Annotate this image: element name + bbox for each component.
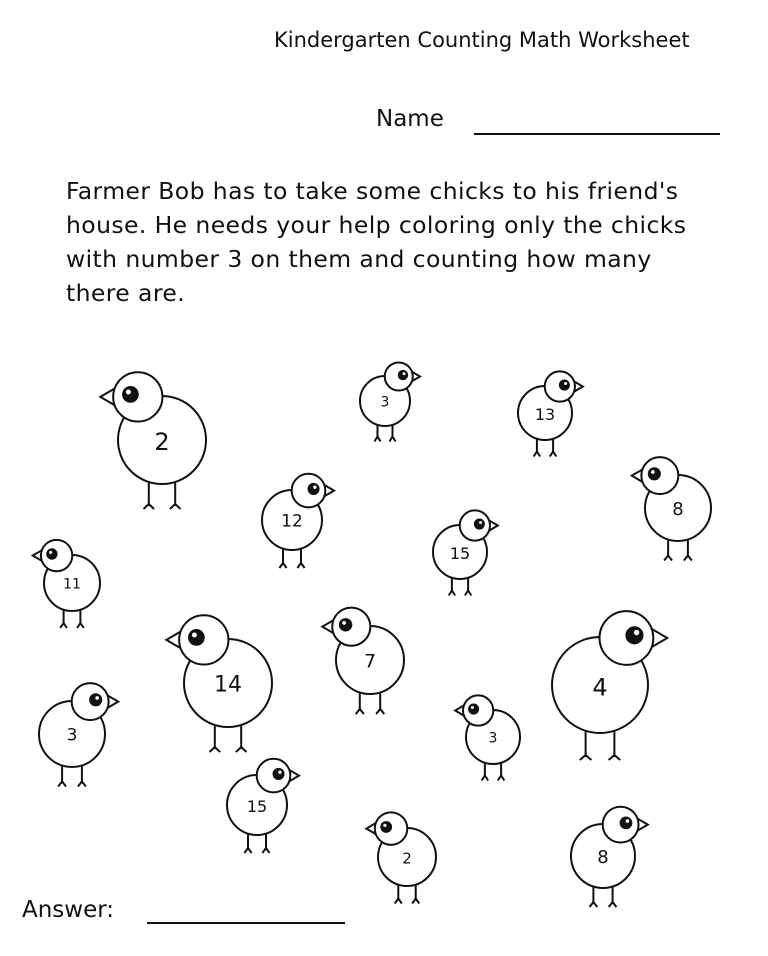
foot [482,776,488,781]
foot [580,755,592,760]
foot [262,848,269,853]
chick-number: 14 [214,672,242,698]
foot [449,591,455,596]
chick[interactable] [262,474,334,568]
chick-number: 11 [63,576,81,593]
eye-highlight [651,470,655,474]
chick-number: 7 [363,650,377,673]
foot [390,437,396,442]
eye-highlight [278,771,281,774]
foot [498,776,504,781]
chick[interactable] [455,695,520,780]
foot [60,623,67,628]
eye-highlight [634,630,639,635]
chick[interactable] [322,608,404,714]
foot [58,782,66,787]
eye-icon [621,817,632,828]
foot [412,899,419,904]
eye-icon [340,619,351,630]
chick[interactable] [518,371,583,456]
eye-icon [381,822,391,832]
foot [77,623,84,628]
chick[interactable] [360,363,420,442]
chick-number: 3 [66,725,78,746]
eye-icon [626,627,642,643]
foot [375,437,381,442]
chick[interactable] [552,611,667,760]
chick[interactable] [571,807,648,907]
eye-icon [469,704,478,713]
eye-icon [309,484,319,494]
chick-number: 8 [672,499,684,521]
eye-icon [560,380,569,389]
eye-highlight [313,486,316,489]
foot [609,902,617,907]
eye-icon [189,630,204,645]
eye-icon [47,549,56,558]
eye-highlight [479,521,482,524]
foot [395,899,402,904]
chick-number: 2 [402,849,412,868]
foot [465,591,471,596]
chick-number: 15 [246,797,268,816]
eye-icon [475,519,484,528]
eye-highlight [403,372,406,375]
chick[interactable] [433,510,498,595]
chick[interactable] [39,683,118,786]
eye-highlight [626,819,630,823]
foot [244,848,251,853]
chick-number: 2 [154,428,170,457]
chick[interactable] [366,812,436,903]
foot [664,556,672,561]
chick[interactable] [166,615,272,752]
chick-number: 3 [488,730,498,747]
answer-field[interactable] [147,922,345,924]
chick-number: 4 [592,673,608,702]
worksheet-title: Kindergarten Counting Math Worksheet [274,28,690,52]
foot [534,452,540,457]
name-label: Name [376,106,444,132]
chick-number: 13 [534,404,556,424]
foot [590,902,598,907]
foot [356,709,364,714]
chick-number: 12 [281,511,303,532]
chick[interactable] [227,759,299,853]
foot [376,709,384,714]
instructions-text: Farmer Bob has to take some chicks to his friend's house. He needs your help coloring only the chicks with number 3 on them and counting how many there are. [66,177,687,307]
answer-label: Answer: [22,897,115,923]
eye-icon [399,371,407,379]
eye-highlight [383,824,386,827]
foot [279,563,286,568]
foot [170,504,181,509]
foot [78,782,86,787]
eye-highlight [342,621,346,625]
chick-number: 3 [380,394,390,411]
eye-icon [649,468,660,479]
eye-icon [90,694,101,705]
eye-highlight [471,706,474,709]
foot [144,504,155,509]
eye-icon [123,387,138,402]
eye-icon [274,769,284,779]
chick[interactable] [33,540,100,628]
chick-number: 15 [449,543,471,563]
eye-highlight [49,551,52,554]
foot [236,747,247,752]
chick[interactable] [100,372,206,509]
foot [550,452,556,457]
eye-highlight [126,389,131,394]
chick-number: 8 [597,847,609,869]
chick[interactable] [632,457,711,560]
foot [609,755,621,760]
foot [684,556,692,561]
eye-highlight [564,382,567,385]
eye-highlight [95,696,99,700]
foot [297,563,304,568]
foot [210,747,221,752]
eye-highlight [192,632,197,637]
